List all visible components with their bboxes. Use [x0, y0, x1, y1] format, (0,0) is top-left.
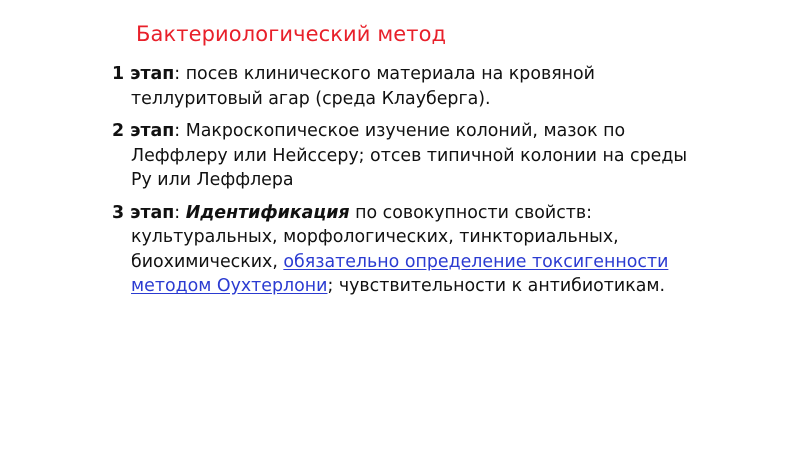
step-1-separator: : [174, 64, 186, 84]
step-3-text-before-link: по совокупности свойств: культуральных, морфологических, тинкториальных, биохимических, [131, 202, 619, 272]
step-3-separator: : [174, 202, 186, 223]
step-3-text-after-link: ; чувствительности к антибиотикам. [327, 276, 666, 296]
step-2-text: Макроскопическое изучение колоний, мазок по Леффлеру или Нейссеру; отсев типичной колонии на среды Ру или Леффлера [131, 121, 688, 190]
step-2-number: 2 этап [112, 121, 175, 141]
toxigenicity-link[interactable]: обязательно определение токсигенности методом Оухтерлони [131, 251, 669, 296]
step-3 [112, 201, 697, 299]
step-3-number: 3 этап [112, 202, 175, 223]
step-1-number: 1 этап [112, 64, 175, 84]
step-1 [112, 62, 697, 111]
step-2 [112, 119, 697, 193]
step-3-emphasis: Идентификация [185, 202, 350, 223]
slide-title: Бактериологический метод [136, 22, 447, 46]
step-2-separator: : [174, 121, 186, 141]
steps-list [112, 62, 697, 307]
step-1-text: посев клинического материала на кровяной теллуритовый агар (среда Клауберга). [131, 64, 595, 109]
